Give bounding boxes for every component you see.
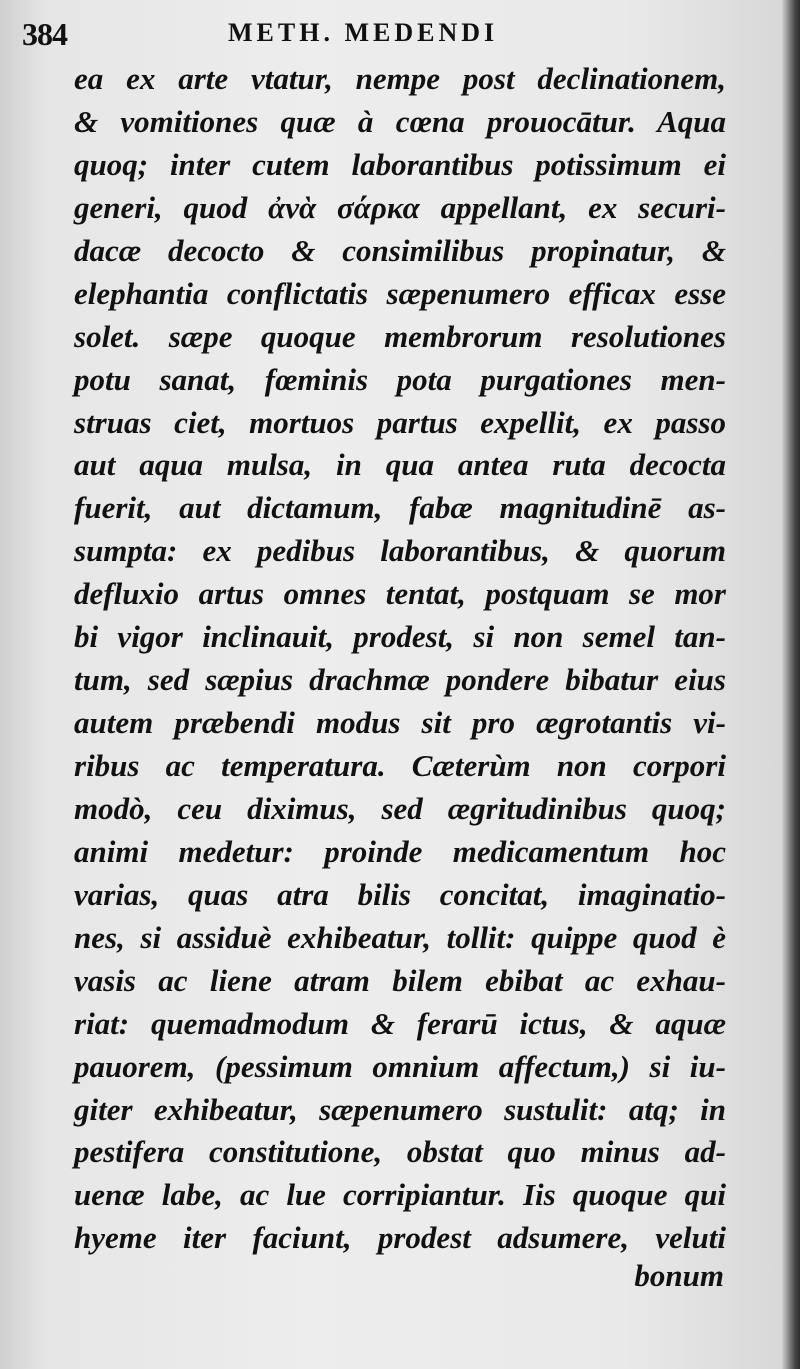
text-line: pestifera constitutione, obstat quo minus ad- [74, 1134, 726, 1170]
text-line: bi vigor inclinauit, prodest, si non semel tan- [74, 619, 726, 655]
text-line: aut aqua mulsa, in qua antea ruta decocta [74, 447, 726, 483]
text-line: ribus ac temperatura. Cæterùm non corpori [74, 748, 726, 783]
text-line: modò, ceu diximus, sed ægritudinibus quoq; [74, 790, 726, 826]
text-line: elephantia conflictatis sæpenumero efficax esse [74, 275, 726, 311]
text-line: sumpta: ex pedibus laborantibus, & quorum [74, 533, 726, 569]
text-line: solet. sæpe quoque membrorum resolutiones [74, 318, 726, 354]
text-line: uenæ labe, ac lue corripiantur. Iis quoque qui [74, 1177, 726, 1213]
text-line: quoq; inter cutem laborantibus potissimum ei [74, 146, 726, 182]
text-line: autem præbendi modus sit pro ægrotantis vi- [74, 705, 726, 741]
text-line: generi, quod ἀνὰ σάρκα appellant, ex securi- [74, 189, 726, 225]
text-line: riat: quemadmodum & ferarū ictus, & aquæ [74, 1005, 726, 1041]
text-line: fuerit, aut dictamum, fabæ magnitudinē as- [74, 490, 726, 526]
text-line: & vomitiones quæ à cœna prouocātur. Aqua [74, 103, 726, 139]
text-line: animi medetur: proinde medicamentum hoc [74, 833, 726, 869]
running-head [22, 14, 722, 58]
text-line: struas ciet, mortuos partus expellit, ex passo [74, 404, 726, 440]
text-line: nes, si assiduè exhibeatur, tollit: quippe quod è [74, 919, 726, 955]
page-number: 384 [22, 16, 67, 52]
text-line: giter exhibeatur, sæpenumero sustulit: atq; in [74, 1091, 726, 1127]
text-line: tum, sed sæpius drachmæ pondere bibatur eius [74, 662, 726, 698]
text-line: varias, quas atra bilis concitat, imaginatio- [74, 876, 726, 912]
text-line: defluxio artus omnes tentat, postquam se mor [74, 576, 726, 612]
text-line: pauorem, (pessimum omnium affectum,) si iu- [74, 1048, 726, 1084]
catchword: bonum [634, 1258, 724, 1293]
text-line: ea ex arte vtatur, nempe post declinationem, [74, 61, 726, 96]
body-text [74, 58, 726, 1260]
text-line: hyeme iter faciunt, prodest adsumere, veluti [74, 1220, 726, 1256]
running-title: METH. MEDENDI [228, 18, 499, 47]
text-line: vasis ac liene atram bilem ebibat ac exhau- [74, 962, 726, 998]
text-line: dacæ decocto & consimilibus propinatur, & [74, 232, 726, 268]
text-line: potu sanat, fœminis pota purgationes men- [74, 361, 726, 397]
page-edge-shadow [782, 0, 800, 1369]
